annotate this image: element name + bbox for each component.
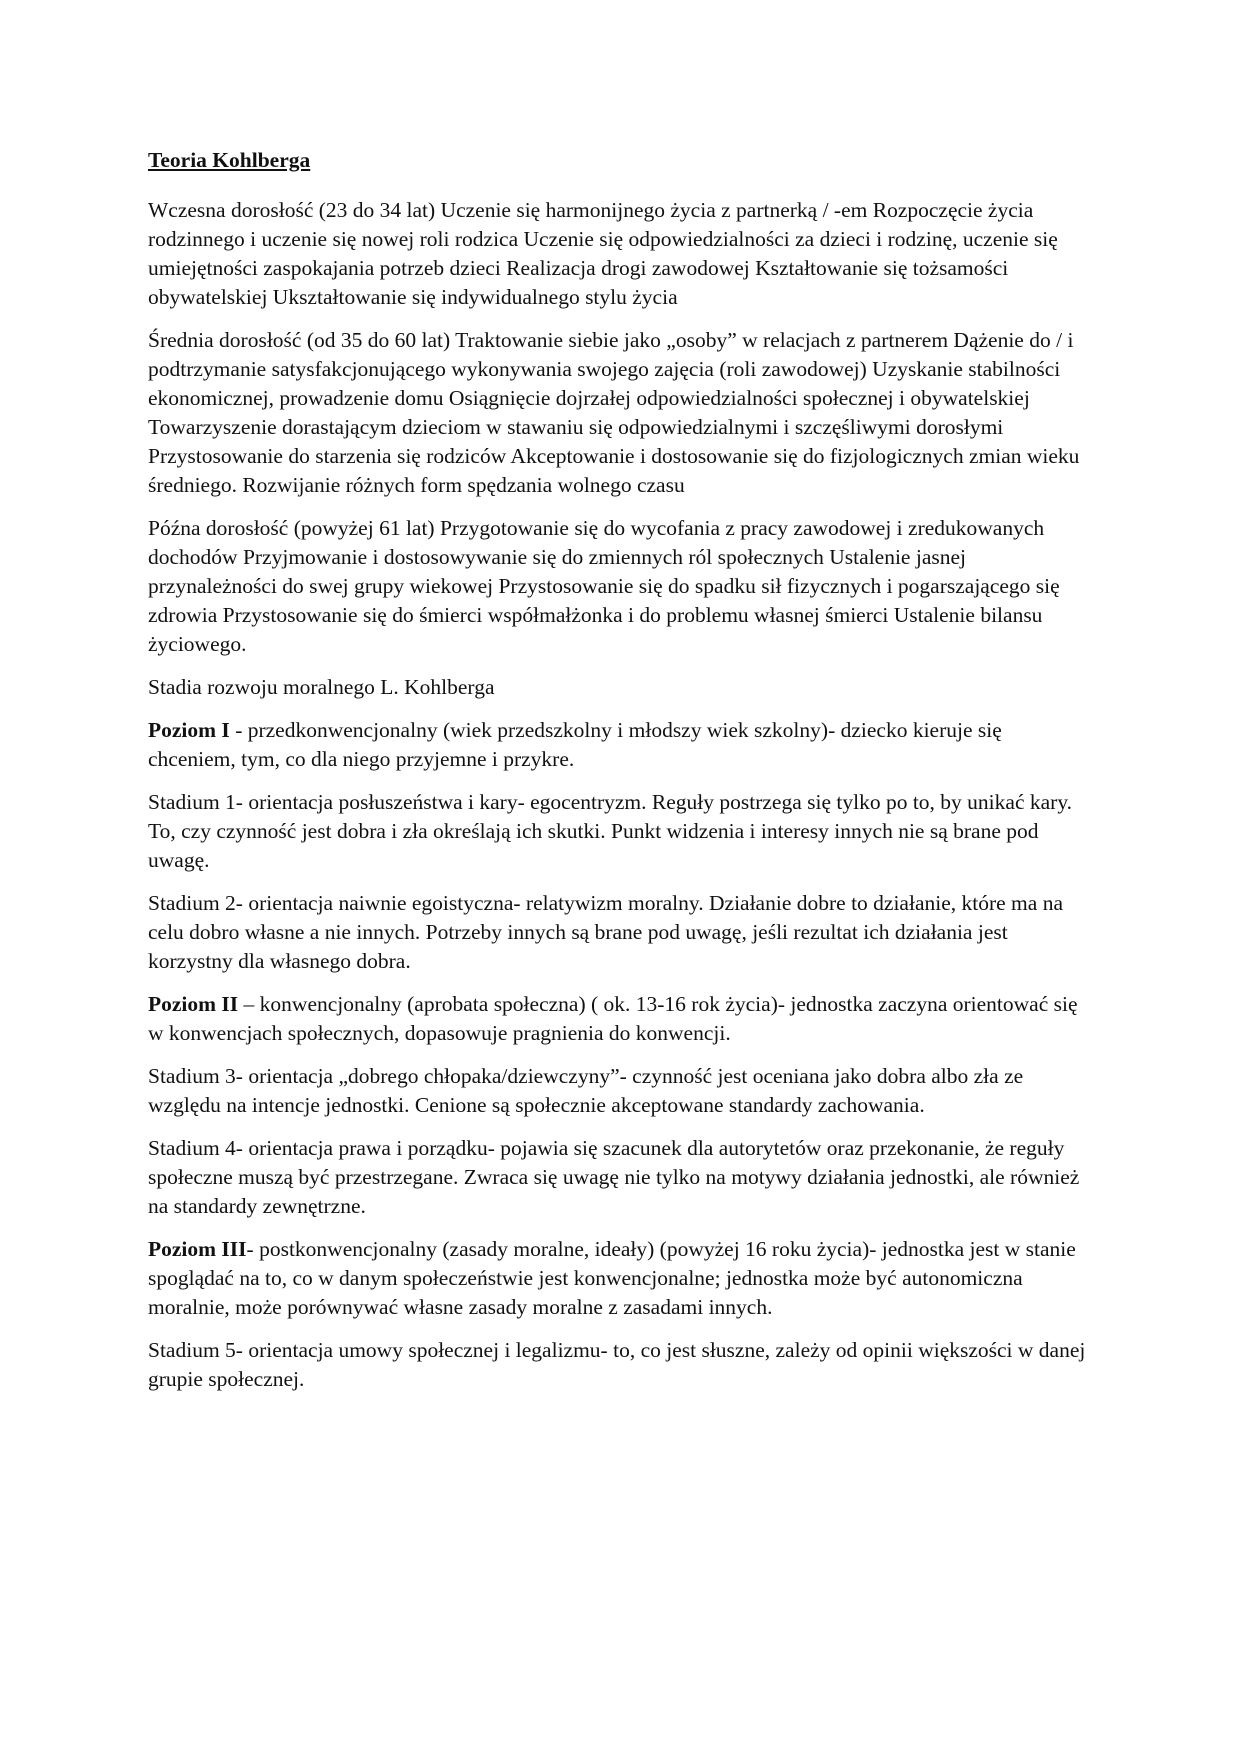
level-2-text: – konwencjonalny (aprobata społeczna) ( ok. 13-16 rok życia)- jednostka zaczyna orientować się w konwencjach społecznych, dopasowuje pragnienia do konwencji.	[148, 992, 1078, 1045]
level-3-text: - postkonwencjonalny (zasady moralne, ideały) (powyżej 16 roku życia)- jednostka jest w stanie spoglądać na to, co w danym społeczeństwie jest konwencjonalne; jednostka może być autonomiczna moralnie, może porównywać własne zasady moralne z zasadami innych.	[148, 1237, 1076, 1319]
level-1-label: Poziom I	[148, 718, 230, 742]
paragraph-stage-1: Stadium 1- orientacja posłuszeństwa i kary- egocentryzm. Reguły postrzega się tylko po to, by unikać kary. To, czy czynność jest dobra i zła określają ich skutki. Punkt widzenia i interesy innych nie są brane pod uwagę.	[148, 790, 1073, 872]
level-2-label: Poziom II	[148, 992, 239, 1016]
paragraph-stage-5: Stadium 5- orientacja umowy społecznej i legalizmu- to, co jest słuszne, zależy od opinii większości w danej grupie społecznej.	[148, 1338, 1086, 1391]
paragraph-late-adulthood: Późna dorosłość (powyżej 61 lat) Przygotowanie się do wycofania z pracy zawodowej i zredukowanych dochodów Przyjmowanie i dostosowywanie się do zmiennych ról społecznych Ustalenie jasnej przynależności do swej grupy wiekowej Przystosowanie się do spadku sił fizycznych i pogarszającego się zdrowia Przystosowanie się do śmierci współmałżonka i do problemu własnej śmierci Ustalenie bilansu życiowego.	[148, 516, 1060, 656]
paragraph-stage-2: Stadium 2- orientacja naiwnie egoistyczna- relatywizm moralny. Działanie dobre to działanie, które ma na celu dobro własne a nie innych. Potrzeby innych są brane pod uwagę, jeśli rezultat ich działania jest korzystny dla własnego dobra.	[148, 891, 1063, 973]
document-body	[148, 146, 1093, 1408]
document-title: Teoria Kohlberga	[148, 148, 311, 172]
section-heading-moral-stages: Stadia rozwoju moralnego L. Kohlberga	[148, 675, 495, 699]
paragraph-level-2	[148, 990, 1093, 1048]
paragraph-early-adulthood: Wczesna dorosłość (23 do 34 lat) Uczenie się harmonijnego życia z partnerką / -em Rozpoczęcie życia rodzinnego i uczenie się nowej roli rodzica Uczenie się odpowiedzialności za dzieci i rodzinę, uczenie się umiejętności zaspokajania potrzeb dzieci Realizacja drogi zawodowej Kształtowanie się tożsamości obywatelskiej Ukształtowanie się indywidualnego stylu życia	[148, 198, 1058, 309]
level-3-label: Poziom III	[148, 1237, 247, 1261]
paragraph-middle-adulthood: Średnia dorosłość (od 35 do 60 lat) Traktowanie siebie jako „osoby” w relacjach z partnerem Dążenie do / i podtrzymanie satysfakcjonującego wykonywania swojego zajęcia (roli zawodowej) Uzyskanie stabilności ekonomicznej, prowadzenie domu Osiągnięcie dojrzałej odpowiedzialności społecznej i obywatelskiej Towarzyszenie dorastającym dzieciom w stawaniu się odpowiedzialnymi i szczęśliwymi dorosłymi Przystosowanie do starzenia się rodziców Akceptowanie i dostosowanie się do fizjologicznych zmian wieku średniego. Rozwijanie różnych form spędzania wolnego czasu	[148, 328, 1080, 497]
paragraph-stage-3: Stadium 3- orientacja „dobrego chłopaka/dziewczyny”- czynność jest oceniana jako dobra albo zła ze względu na intencje jednostki. Cenione są społecznie akceptowane standardy zachowania.	[148, 1064, 1024, 1117]
paragraph-level-1	[148, 716, 1093, 774]
level-1-text: - przedkonwencjonalny (wiek przedszkolny i młodszy wiek szkolny)- dziecko kieruje się chceniem, tym, co dla niego przyjemne i przykre.	[148, 718, 1002, 771]
paragraph-stage-4: Stadium 4- orientacja prawa i porządku- pojawia się szacunek dla autorytetów oraz przekonanie, że reguły społeczne muszą być przestrzegane. Zwraca się uwagę nie tylko na motywy działania jednostki, ale również na standardy zewnętrzne.	[148, 1136, 1080, 1218]
paragraph-level-3	[148, 1235, 1093, 1322]
